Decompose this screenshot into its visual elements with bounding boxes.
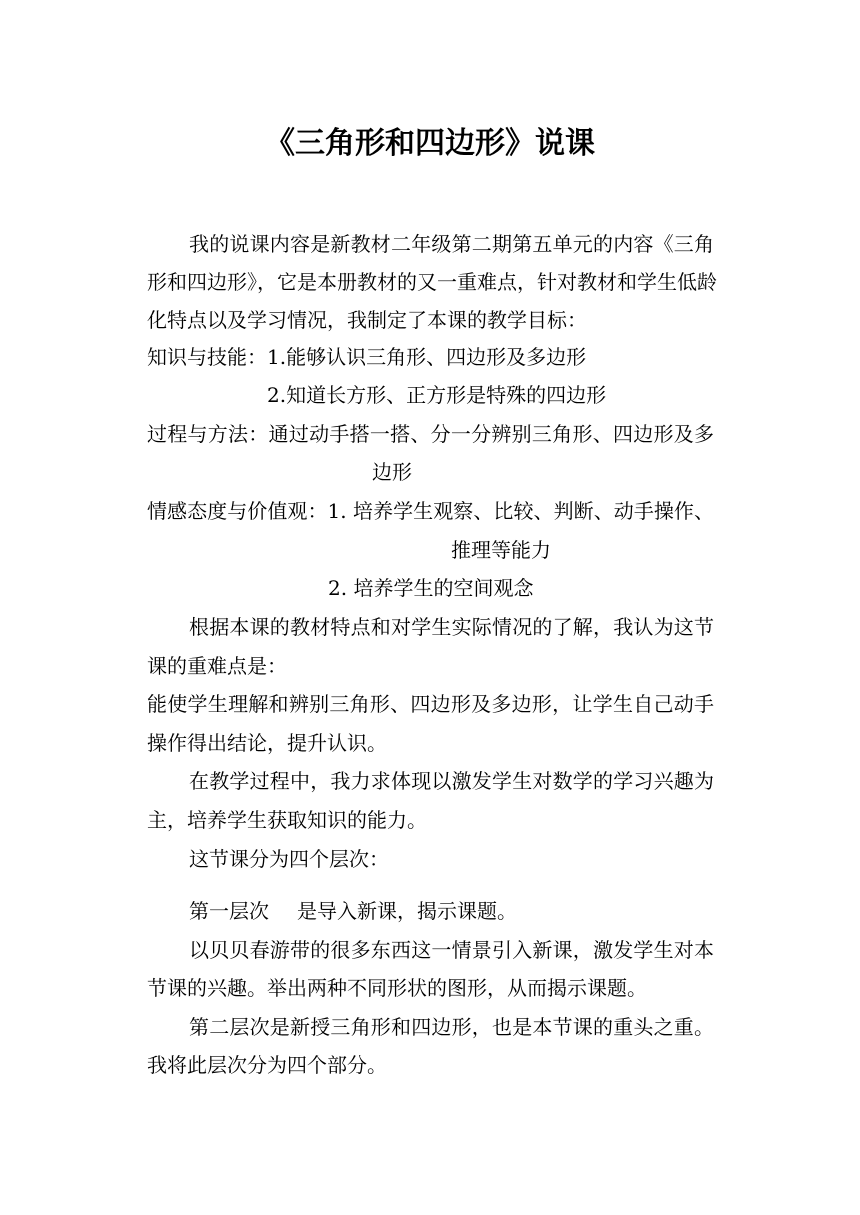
paragraph-line: 根据本课的教材特点和对学生实际情况的了解，我认为这节 [189, 615, 714, 639]
paragraph-line: 操作得出结论，提升认识。 [147, 731, 387, 755]
paragraph-line: 形和四边形》，它是本册教材的又一重难点，针对教材和学生低龄 [147, 270, 717, 294]
objective-process-line: 边形 [372, 460, 412, 484]
paragraph-line: 这节课分为四个层次： [189, 847, 389, 871]
document-title: 《三角形和四边形》说课 [265, 126, 595, 161]
objective-process-line: 过程与方法：通过动手搭一搭、分一分辨别三角形、四边形及多 [147, 422, 714, 446]
section-heading-label: 第一层次 [189, 899, 269, 923]
paragraph-line: 节课的兴趣。举出两种不同形状的图形，从而揭示课题。 [147, 976, 647, 1000]
objective-attitude-line: 推理等能力 [451, 538, 551, 562]
objective-attitude-line: 2. 培养学生的空间观念 [328, 576, 534, 600]
paragraph-line: 化特点以及学习情况，我制定了本课的教学目标： [147, 308, 587, 332]
objective-knowledge-line: 2.知道长方形、正方形是特殊的四边形 [267, 383, 607, 407]
section-heading-text: 是导入新课，揭示课题。 [297, 899, 517, 923]
objective-knowledge-line: 知识与技能：1.能够认识三角形、四边形及多边形 [147, 345, 587, 369]
paragraph-line: 能使学生理解和辨别三角形、四边形及多边形，让学生自己动手 [147, 692, 714, 716]
objective-attitude-line: 情感态度与价值观：1. 培养学生观察、比较、判断、动手操作、 [147, 499, 714, 523]
paragraph-line: 以贝贝春游带的很多东西这一情景引入新课，激发学生对本 [189, 938, 714, 962]
paragraph-line: 主，培养学生获取知识的能力。 [147, 808, 427, 832]
paragraph-line: 我将此层次分为四个部分。 [147, 1053, 387, 1077]
paragraph-line: 第二层次是新授三角形和四边形，也是本节课的重头之重。 [189, 1015, 714, 1039]
paragraph-line: 我的说课内容是新教材二年级第二期第五单元的内容《三角 [189, 232, 714, 256]
paragraph-line: 课的重难点是： [147, 654, 287, 678]
section-heading [189, 897, 517, 925]
paragraph-line: 在教学过程中，我力求体现以激发学生对数学的学习兴趣为 [189, 769, 714, 793]
